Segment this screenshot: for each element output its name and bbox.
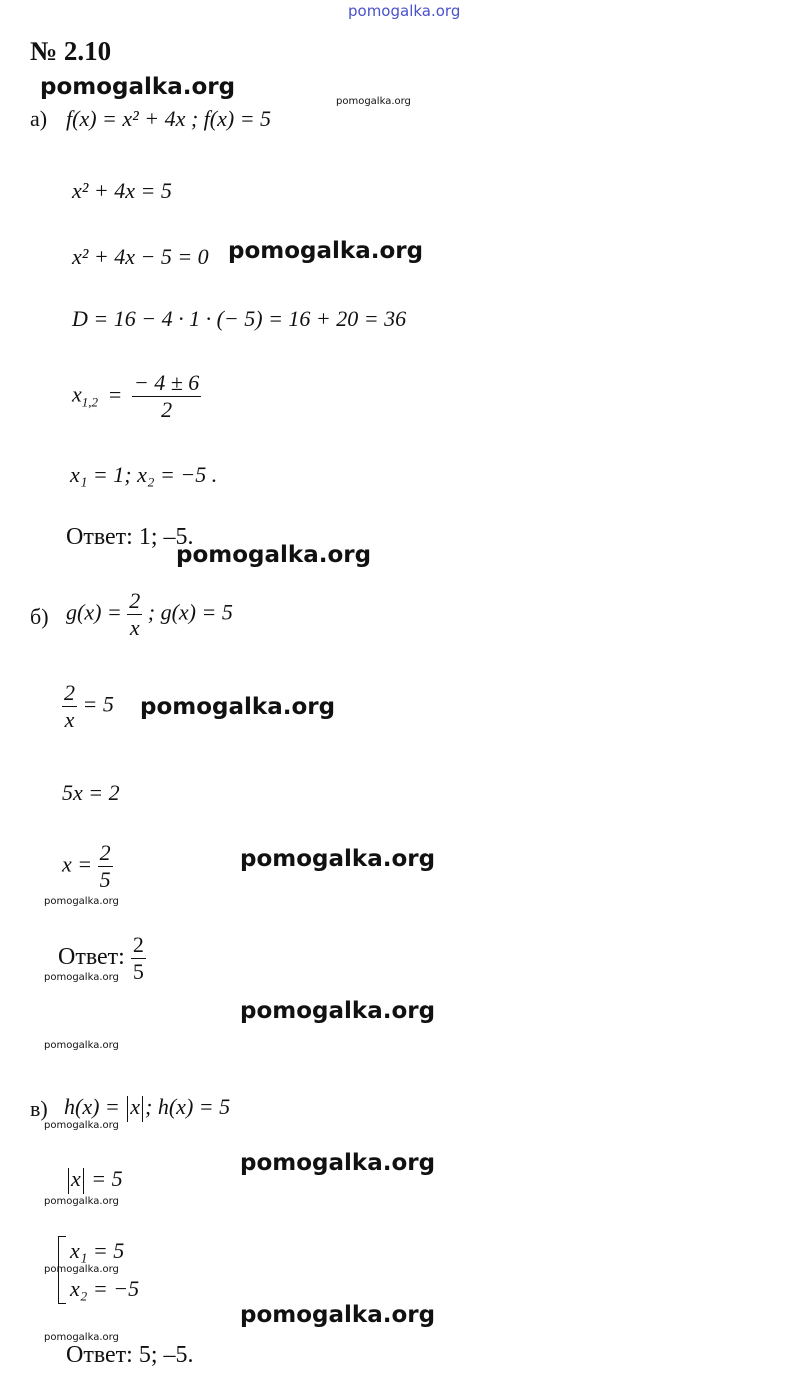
- part-b-given-rhs: ; g(x) = 5: [147, 599, 233, 625]
- part-a-roots-formula: $x_{1,2}$ = $\frac{- 4 \pm 6}{2}$: [72, 370, 200, 422]
- part-b-label: б): [30, 604, 49, 629]
- part-c-abs-var: x: [130, 1094, 141, 1119]
- part-b-eq3-fraction: [98, 842, 113, 891]
- part-b-answer-fraction: [131, 934, 146, 983]
- part-c-given-right: ; h(x) = 5: [145, 1094, 231, 1119]
- watermark-small: pomogalka.org: [44, 972, 119, 983]
- part-c-root-1: x₁ = 5: [70, 1238, 125, 1263]
- part-b-eq1-rhs: = 5: [82, 691, 114, 717]
- part-c-given-left: h(x) =: [64, 1094, 120, 1119]
- problem-title: № 2.10: [30, 36, 112, 66]
- fraction-denominator: x: [127, 614, 142, 639]
- roots-lhs: x: [72, 381, 82, 407]
- watermark: pomogalka.org: [240, 1150, 436, 1176]
- part-b-answer: [58, 934, 146, 983]
- part-b-eq1-fraction: [62, 682, 77, 731]
- roots-fraction: [132, 372, 201, 421]
- watermark: pomogalka.org: [240, 1302, 436, 1328]
- fraction-numerator: 2: [64, 680, 75, 705]
- watermark: pomogalka.org: [40, 74, 236, 100]
- abs-bar-right: [83, 1168, 84, 1194]
- fraction-denominator: 5: [132, 959, 144, 984]
- watermark: pomogalka.org: [240, 998, 436, 1024]
- part-c-label: в): [30, 1096, 48, 1121]
- part-b-equation-2: 5x = 2: [62, 780, 120, 805]
- part-c-eq1-abs-var: x: [71, 1166, 81, 1191]
- part-c-equation-1: [66, 1166, 123, 1194]
- roots-subscript: 1,2: [81, 394, 99, 410]
- answer-label: Ответ:: [58, 944, 125, 971]
- abs-bar-left: [127, 1096, 128, 1122]
- roots-numerator: − 4 ± 6: [133, 370, 200, 395]
- fraction-numerator: 2: [129, 588, 141, 613]
- part-a-root-values: x₁ = 1; x₂ = −5 .: [70, 462, 218, 487]
- part-c-root-2: x₂ = −5: [70, 1276, 140, 1301]
- abs-bar-left: [68, 1168, 69, 1194]
- fraction-denominator: 5: [99, 867, 111, 892]
- watermark-small: pomogalka.org: [44, 1120, 119, 1131]
- part-a-discriminant: D = 16 − 4 · 1 · (− 5) = 16 + 20 = 36: [72, 306, 407, 331]
- watermark-top: pomogalka.org: [348, 2, 461, 20]
- fraction-numerator: 2: [132, 932, 144, 957]
- watermark-small: pomogalka.org: [44, 896, 119, 907]
- part-c-given: [64, 1094, 230, 1122]
- part-a-answer: Ответ: 1; –5.: [66, 524, 194, 550]
- fraction-denominator: x: [62, 706, 77, 731]
- watermark-small: pomogalka.org: [44, 1332, 119, 1343]
- roots-denominator: 2: [132, 396, 201, 421]
- part-b-eq3-lhs: x =: [62, 851, 93, 877]
- part-a-equation-1: x² + 4x = 5: [72, 178, 172, 203]
- watermark: pomogalka.org: [176, 542, 372, 568]
- fraction-numerator: 2: [99, 840, 111, 865]
- watermark-small: pomogalka.org: [44, 1040, 119, 1051]
- part-b-given-lhs: g(x) =: [66, 599, 122, 625]
- part-c-answer: Ответ: 5; –5.: [66, 1342, 194, 1368]
- part-b-equation-1: [62, 682, 114, 731]
- watermark-small: pomogalka.org: [44, 1196, 119, 1207]
- watermark: pomogalka.org: [228, 238, 424, 264]
- watermark: pomogalka.org: [140, 694, 336, 720]
- system-bracket: [58, 1236, 66, 1304]
- part-a-label: а): [30, 106, 48, 131]
- part-b-given-fraction: [127, 590, 142, 639]
- part-a-equation-2: x² + 4x − 5 = 0: [72, 244, 209, 269]
- abs-bar-right: [142, 1096, 143, 1122]
- watermark-small: pomogalka.org: [44, 1264, 119, 1275]
- part-b-given: [66, 590, 233, 639]
- part-c-eq1-rhs: = 5: [91, 1166, 123, 1191]
- part-b-equation-3: [62, 842, 113, 891]
- watermark-small: pomogalka.org: [336, 96, 411, 107]
- part-a-given: f(x) = x² + 4x ; f(x) = 5: [66, 106, 272, 131]
- watermark: pomogalka.org: [240, 846, 436, 872]
